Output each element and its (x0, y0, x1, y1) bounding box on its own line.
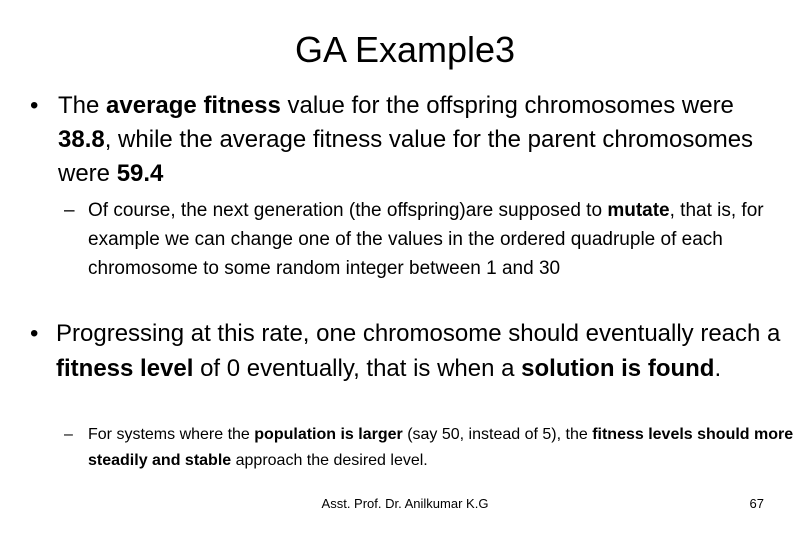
text-run: , that is, for example we can change one of the values in the ordered quadruple of each chromosome to some random integer between 1 and 30 (88, 200, 764, 279)
sub-bullet-mark: – (64, 426, 73, 443)
text-run: approach the desired level. (231, 452, 428, 469)
bullet-text (56, 316, 790, 386)
text-run: The (58, 92, 107, 119)
footer-author: Asst. Prof. Dr. Anilkumar K.G (321, 496, 489, 511)
text-run: of 0 eventually, that is when a (193, 355, 522, 382)
text-run: For systems where the (88, 426, 255, 443)
sub-bullet-item (64, 196, 784, 283)
bold-run: 59.4 (116, 160, 164, 187)
bold-run: population is larger (254, 426, 403, 443)
text-run: . (714, 355, 722, 382)
slide-title: GA Example3 (294, 29, 516, 70)
bold-run: solution is found (521, 355, 715, 382)
bold-run: fitness levels should more steadily and stable (88, 426, 794, 469)
bold-run: fitness level (56, 355, 194, 382)
text-run: , while the average fitness value for the parent chromosomes were (58, 126, 754, 187)
sub-bullet-mark: – (64, 200, 75, 221)
bullet-mark: • (30, 92, 39, 119)
bullet-item (30, 316, 790, 386)
bold-run: 38.8 (58, 126, 105, 153)
text-run: value for the offspring chromosomes were (280, 92, 734, 119)
page-number: 67 (749, 496, 764, 511)
bullet-mark: • (30, 320, 39, 347)
sub-bullet-item (64, 422, 794, 474)
bullet-item (30, 89, 790, 191)
sub-bullet-text (88, 422, 794, 474)
bold-run: average fitness (106, 92, 281, 119)
bullet-text (58, 89, 790, 191)
text-run: Progressing at this rate, one chromosome should eventually reach a (56, 320, 781, 347)
bold-run: mutate (607, 200, 670, 221)
text-run: (say 50, instead of 5), the (402, 426, 593, 443)
text-run: Of course, the next generation (the offspring)are supposed to (88, 200, 608, 221)
sub-bullet-text (88, 196, 784, 283)
